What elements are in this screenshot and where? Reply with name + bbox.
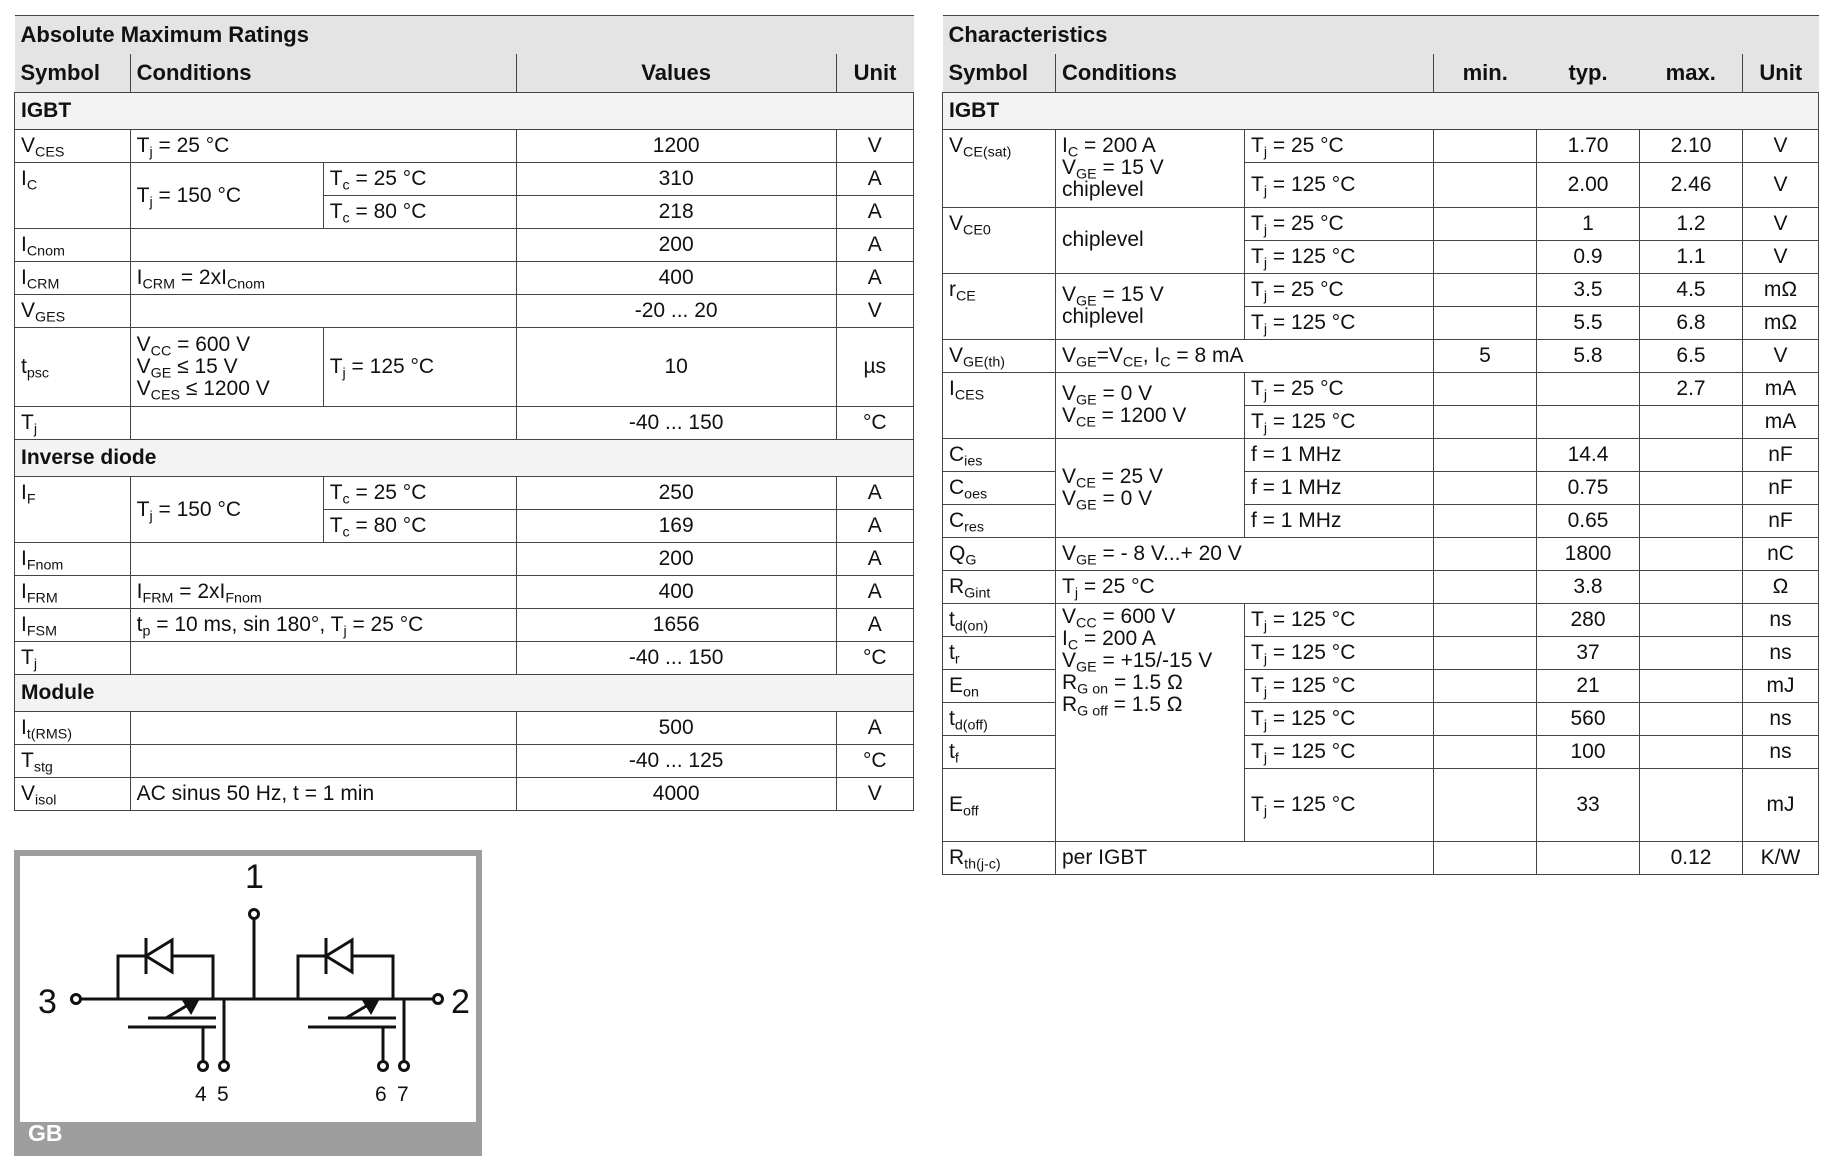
min-cell bbox=[1434, 130, 1537, 163]
table-row bbox=[15, 163, 914, 196]
min-cell bbox=[1434, 702, 1537, 735]
symbol-cell: $C_{oes}$ bbox=[943, 471, 1056, 504]
unit-cell: nF bbox=[1743, 438, 1819, 471]
unit-cell: A bbox=[836, 477, 913, 510]
unit-cell: mA bbox=[1743, 372, 1819, 405]
max-cell bbox=[1640, 537, 1743, 570]
symbol-cell bbox=[943, 163, 1056, 208]
max-cell: 1.1 bbox=[1640, 240, 1743, 273]
section-igbt: IGBT bbox=[15, 93, 914, 130]
col-min: min. bbox=[1434, 54, 1537, 93]
condition-cell: $T_j = 125$ °C bbox=[323, 328, 516, 407]
condition-cell: $V_{GE}=V_{CE}$, $I_C = 8$ mA bbox=[1056, 339, 1434, 372]
unit-cell: °C bbox=[836, 407, 913, 440]
unit-cell: µs bbox=[836, 328, 913, 407]
symbol-cell: $E_{on}$ bbox=[943, 669, 1056, 702]
symbol-cell: $V_{GE(th)}$ bbox=[943, 339, 1056, 372]
typ-cell: 100 bbox=[1537, 735, 1640, 768]
unit-cell: °C bbox=[836, 642, 913, 675]
unit-cell: V bbox=[1743, 163, 1819, 208]
symbol-cell: $C_{ies}$ bbox=[943, 438, 1056, 471]
max-cell bbox=[1640, 471, 1743, 504]
table-row bbox=[15, 477, 914, 510]
table-row bbox=[943, 570, 1819, 603]
pin-label-2: 2 bbox=[451, 983, 470, 1021]
typ-cell: 1 bbox=[1537, 207, 1640, 240]
typ-cell: 1.70 bbox=[1537, 130, 1640, 163]
min-cell bbox=[1434, 240, 1537, 273]
max-cell bbox=[1640, 438, 1743, 471]
symbol-cell: $I_{FSM}$ bbox=[15, 609, 131, 642]
min-cell bbox=[1434, 306, 1537, 339]
typ-cell: 0.65 bbox=[1537, 504, 1640, 537]
condition-cell: $I_C = 200$ A $V_{GE} = 15$ V chiplevel bbox=[1056, 130, 1245, 208]
table-row bbox=[943, 339, 1819, 372]
unit-cell: ns bbox=[1743, 702, 1819, 735]
typ-cell: 0.75 bbox=[1537, 471, 1640, 504]
symbol-cell: $V_{CES}$ bbox=[15, 130, 131, 163]
condition-cell: $T_j = 150$ °C bbox=[130, 163, 323, 229]
typ-cell: 0.9 bbox=[1537, 240, 1640, 273]
condition-cell: f = 1 MHz bbox=[1245, 504, 1434, 537]
table-row bbox=[15, 295, 914, 328]
max-cell: 2.10 bbox=[1640, 130, 1743, 163]
symbol-cell: $t_{d(off)}$ bbox=[943, 702, 1056, 735]
unit-cell: A bbox=[836, 543, 913, 576]
symbol-cell bbox=[943, 240, 1056, 273]
condition-cell bbox=[130, 229, 516, 262]
symbol-cell bbox=[943, 306, 1056, 339]
condition-cell: $T_j = 25$ °C bbox=[1245, 372, 1434, 405]
max-cell bbox=[1640, 504, 1743, 537]
typ-cell: 3.5 bbox=[1537, 273, 1640, 306]
value-cell: 169 bbox=[516, 510, 836, 543]
table-row bbox=[943, 603, 1819, 636]
unit-cell: V bbox=[836, 130, 913, 163]
col-conditions: Conditions bbox=[130, 54, 516, 93]
max-cell: 0.12 bbox=[1640, 841, 1743, 874]
symbol-cell: $V_{CE0}$ bbox=[943, 207, 1056, 240]
min-cell bbox=[1434, 163, 1537, 208]
symbol-cell: $t_r$ bbox=[943, 636, 1056, 669]
condition-cell: $V_{CC} = 600$ V $V_{GE} \le 15$ V $V_{CES} \le 1200$ V bbox=[130, 328, 323, 407]
typ-cell: 37 bbox=[1537, 636, 1640, 669]
symbol-cell: $t_{d(on)}$ bbox=[943, 603, 1056, 636]
value-cell: 218 bbox=[516, 196, 836, 229]
unit-cell: mΩ bbox=[1743, 273, 1819, 306]
min-cell bbox=[1434, 405, 1537, 438]
symbol-cell: $I_C$ bbox=[15, 163, 131, 196]
pin-label-5: 5 bbox=[217, 1083, 229, 1106]
table-row bbox=[943, 372, 1819, 405]
condition-cell: per IGBT bbox=[1056, 841, 1434, 874]
value-cell: 200 bbox=[516, 229, 836, 262]
col-symbol: Symbol bbox=[15, 54, 131, 93]
condition-cell bbox=[130, 642, 516, 675]
table-row bbox=[15, 328, 914, 407]
table-row bbox=[943, 841, 1819, 874]
condition-cell: $T_j = 25$ °C bbox=[1056, 570, 1434, 603]
min-cell bbox=[1434, 438, 1537, 471]
symbol-cell bbox=[943, 405, 1056, 438]
condition-cell: $T_c = 80$ °C bbox=[323, 510, 516, 543]
table-row bbox=[943, 438, 1819, 471]
table-row bbox=[943, 207, 1819, 240]
unit-cell: mA bbox=[1743, 405, 1819, 438]
typ-cell: 5.5 bbox=[1537, 306, 1640, 339]
condition-cell: $T_j = 150$ °C bbox=[130, 477, 323, 543]
left-igbt-module bbox=[118, 938, 229, 1071]
circuit-code-label: GB bbox=[28, 1120, 63, 1146]
max-cell: 2.46 bbox=[1640, 163, 1743, 208]
max-cell: 6.5 bbox=[1640, 339, 1743, 372]
typ-cell: 3.8 bbox=[1537, 570, 1640, 603]
symbol-cell: $I_{Cnom}$ bbox=[15, 229, 131, 262]
typ-cell: 280 bbox=[1537, 603, 1640, 636]
col-max: max. bbox=[1640, 54, 1743, 93]
circuit-panel bbox=[20, 856, 476, 1122]
condition-cell: $T_j = 125$ °C bbox=[1245, 768, 1434, 841]
min-cell bbox=[1434, 372, 1537, 405]
max-cell: 6.8 bbox=[1640, 306, 1743, 339]
unit-cell: V bbox=[1743, 130, 1819, 163]
unit-cell: A bbox=[836, 576, 913, 609]
table-row bbox=[15, 576, 914, 609]
col-typ: typ. bbox=[1537, 54, 1640, 93]
typ-cell bbox=[1537, 841, 1640, 874]
unit-cell: ns bbox=[1743, 735, 1819, 768]
condition-cell: $T_j = 25$ °C bbox=[130, 130, 516, 163]
typ-cell bbox=[1537, 372, 1640, 405]
condition-cell: $I_{CRM} = 2xI_{Cnom}$ bbox=[130, 262, 516, 295]
value-cell: 4000 bbox=[516, 778, 836, 811]
value-cell: -40 ... 150 bbox=[516, 642, 836, 675]
section-igbt: IGBT bbox=[943, 93, 1819, 130]
condition-cell bbox=[130, 745, 516, 778]
symbol-cell bbox=[15, 196, 131, 229]
table-row bbox=[943, 537, 1819, 570]
typ-cell: 5.8 bbox=[1537, 339, 1640, 372]
unit-cell: V bbox=[1743, 339, 1819, 372]
pin-label-1: 1 bbox=[245, 858, 264, 896]
min-cell bbox=[1434, 735, 1537, 768]
symbol-cell: $I_{FRM}$ bbox=[15, 576, 131, 609]
pin-label-3: 3 bbox=[38, 983, 57, 1021]
col-symbol: Symbol bbox=[943, 54, 1056, 93]
max-cell bbox=[1640, 702, 1743, 735]
max-cell: 1.2 bbox=[1640, 207, 1743, 240]
unit-cell: K/W bbox=[1743, 841, 1819, 874]
terminal-3-pin bbox=[72, 995, 81, 1004]
condition-cell: $T_j = 125$ °C bbox=[1245, 306, 1434, 339]
max-cell: 2.7 bbox=[1640, 372, 1743, 405]
symbol-cell: $V_{CE(sat)}$ bbox=[943, 130, 1056, 163]
left-diode-triangle bbox=[146, 940, 172, 972]
table-row bbox=[15, 745, 914, 778]
condition-cell: $T_j = 125$ °C bbox=[1245, 702, 1434, 735]
condition-cell: $T_c = 25$ °C bbox=[323, 163, 516, 196]
value-cell: -40 ... 125 bbox=[516, 745, 836, 778]
condition-cell: f = 1 MHz bbox=[1245, 438, 1434, 471]
symbol-cell: $R_{th(j-c)}$ bbox=[943, 841, 1056, 874]
circuit-diagram bbox=[14, 850, 482, 1156]
terminal-7-pin bbox=[400, 1062, 409, 1071]
unit-cell: V bbox=[836, 778, 913, 811]
terminal-4-pin bbox=[199, 1062, 208, 1071]
table-row bbox=[15, 609, 914, 642]
table-row bbox=[15, 229, 914, 262]
symbol-cell: $I_F$ bbox=[15, 477, 131, 510]
unit-cell: nF bbox=[1743, 471, 1819, 504]
unit-cell: A bbox=[836, 196, 913, 229]
symbol-cell: $I_{t(RMS)}$ bbox=[15, 712, 131, 745]
condition-cell: $T_j = 125$ °C bbox=[1245, 636, 1434, 669]
typ-cell: 2.00 bbox=[1537, 163, 1640, 208]
symbol-cell: $V_{GES}$ bbox=[15, 295, 131, 328]
value-cell: 200 bbox=[516, 543, 836, 576]
typ-cell bbox=[1537, 405, 1640, 438]
condition-cell: $T_j = 25$ °C bbox=[1245, 207, 1434, 240]
unit-cell: nC bbox=[1743, 537, 1819, 570]
unit-cell: A bbox=[836, 510, 913, 543]
unit-cell: A bbox=[836, 262, 913, 295]
symbol-cell: $I_{CRM}$ bbox=[15, 262, 131, 295]
symbol-cell: $V_{isol}$ bbox=[15, 778, 131, 811]
condition-cell: $T_j = 125$ °C bbox=[1245, 735, 1434, 768]
symbol-cell: $C_{res}$ bbox=[943, 504, 1056, 537]
value-cell: 1200 bbox=[516, 130, 836, 163]
max-cell bbox=[1640, 603, 1743, 636]
pin-label-7: 7 bbox=[397, 1083, 409, 1106]
max-cell bbox=[1640, 768, 1743, 841]
value-cell: 310 bbox=[516, 163, 836, 196]
min-cell: 5 bbox=[1434, 339, 1537, 372]
condition-cell: $t_p = 10$ ms, sin 180°, $T_j = 25$ °C bbox=[130, 609, 516, 642]
section-module: Module bbox=[15, 675, 914, 712]
table-row bbox=[15, 262, 914, 295]
condition-cell: $V_{CC} = 600$ V $I_C = 200$ A $V_{GE} = +15/-15$ V $R_{G on} = 1.5$ Ω $R_{G off} = 1.5$ Ω bbox=[1056, 603, 1245, 841]
max-cell: 4.5 bbox=[1640, 273, 1743, 306]
condition-cell: $T_j = 125$ °C bbox=[1245, 240, 1434, 273]
unit-cell: V bbox=[836, 295, 913, 328]
value-cell: 400 bbox=[516, 576, 836, 609]
col-values: Values bbox=[516, 54, 836, 93]
typ-cell: 21 bbox=[1537, 669, 1640, 702]
pin-label-4: 4 bbox=[195, 1083, 207, 1106]
unit-cell: ns bbox=[1743, 636, 1819, 669]
symbol-cell: $I_{Fnom}$ bbox=[15, 543, 131, 576]
condition-cell: $V_{GE} = 0$ V $V_{CE} = 1200$ V bbox=[1056, 372, 1245, 438]
left-emitter-arrow bbox=[183, 999, 198, 1012]
terminal-2-pin bbox=[434, 995, 443, 1004]
table-title: Characteristics bbox=[943, 16, 1819, 55]
min-cell bbox=[1434, 273, 1537, 306]
value-cell: 1656 bbox=[516, 609, 836, 642]
condition-cell: $T_j = 125$ °C bbox=[1245, 163, 1434, 208]
condition-cell: $V_{GE} = 15$ V chiplevel bbox=[1056, 273, 1245, 339]
symbol-cell: $E_{off}$ bbox=[943, 768, 1056, 841]
value-cell: 10 bbox=[516, 328, 836, 407]
min-cell bbox=[1434, 636, 1537, 669]
condition-cell bbox=[130, 407, 516, 440]
condition-cell: f = 1 MHz bbox=[1245, 471, 1434, 504]
characteristics-table bbox=[942, 15, 1819, 875]
condition-cell: $T_j = 25$ °C bbox=[1245, 130, 1434, 163]
max-cell bbox=[1640, 735, 1743, 768]
condition-cell: $T_c = 80$ °C bbox=[323, 196, 516, 229]
table-row bbox=[15, 642, 914, 675]
min-cell bbox=[1434, 570, 1537, 603]
condition-cell: $V_{GE}$ = - 8 V...+ 20 V bbox=[1056, 537, 1434, 570]
symbol-cell: $r_{CE}$ bbox=[943, 273, 1056, 306]
value-cell: 400 bbox=[516, 262, 836, 295]
condition-cell: AC sinus 50 Hz, t = 1 min bbox=[130, 778, 516, 811]
table-row bbox=[15, 778, 914, 811]
condition-cell: $I_{FRM} = 2xI_{Fnom}$ bbox=[130, 576, 516, 609]
min-cell bbox=[1434, 471, 1537, 504]
symbol-cell: $R_{Gint}$ bbox=[943, 570, 1056, 603]
table-row bbox=[15, 712, 914, 745]
min-cell bbox=[1434, 841, 1537, 874]
unit-cell: nF bbox=[1743, 504, 1819, 537]
value-cell: 500 bbox=[516, 712, 836, 745]
terminal-1-pin bbox=[250, 910, 259, 919]
unit-cell: °C bbox=[836, 745, 913, 778]
pin-label-6: 6 bbox=[375, 1083, 387, 1106]
condition-cell: chiplevel bbox=[1056, 207, 1245, 273]
condition-cell bbox=[130, 712, 516, 745]
condition-cell: $T_j = 25$ °C bbox=[1245, 273, 1434, 306]
col-unit: Unit bbox=[1743, 54, 1819, 93]
unit-cell: A bbox=[836, 229, 913, 262]
symbol-cell: $t_f$ bbox=[943, 735, 1056, 768]
condition-cell: $T_c = 25$ °C bbox=[323, 477, 516, 510]
table-row bbox=[943, 130, 1819, 163]
symbol-cell bbox=[15, 510, 131, 543]
table-row bbox=[15, 543, 914, 576]
unit-cell: V bbox=[1743, 240, 1819, 273]
condition-cell bbox=[130, 295, 516, 328]
max-cell bbox=[1640, 570, 1743, 603]
table-title: Absolute Maximum Ratings bbox=[15, 16, 914, 55]
min-cell bbox=[1434, 768, 1537, 841]
condition-cell: $V_{CE} = 25$ V $V_{GE} = 0$ V bbox=[1056, 438, 1245, 537]
unit-cell: A bbox=[836, 609, 913, 642]
right-diode-triangle bbox=[326, 940, 352, 972]
symbol-cell: $I_{CES}$ bbox=[943, 372, 1056, 405]
col-unit: Unit bbox=[836, 54, 913, 93]
symbol-cell: $T_{stg}$ bbox=[15, 745, 131, 778]
unit-cell: Ω bbox=[1743, 570, 1819, 603]
table-row bbox=[943, 273, 1819, 306]
max-cell bbox=[1640, 669, 1743, 702]
symbol-cell: $t_{psc}$ bbox=[15, 328, 131, 407]
terminal-6-pin bbox=[379, 1062, 388, 1071]
section-inverse-diode: Inverse diode bbox=[15, 440, 914, 477]
unit-cell: A bbox=[836, 712, 913, 745]
unit-cell: mJ bbox=[1743, 669, 1819, 702]
col-conditions: Conditions bbox=[1056, 54, 1434, 93]
min-cell bbox=[1434, 207, 1537, 240]
right-igbt-module bbox=[298, 938, 409, 1071]
table-row bbox=[15, 130, 914, 163]
min-cell bbox=[1434, 537, 1537, 570]
condition-cell: $T_j = 125$ °C bbox=[1245, 603, 1434, 636]
terminal-5-pin bbox=[220, 1062, 229, 1071]
unit-cell: A bbox=[836, 163, 913, 196]
typ-cell: 33 bbox=[1537, 768, 1640, 841]
unit-cell: V bbox=[1743, 207, 1819, 240]
value-cell: 250 bbox=[516, 477, 836, 510]
min-cell bbox=[1434, 504, 1537, 537]
absolute-maximum-ratings-table bbox=[14, 15, 914, 811]
symbol-cell: $T_j$ bbox=[15, 407, 131, 440]
unit-cell: ns bbox=[1743, 603, 1819, 636]
unit-cell: mJ bbox=[1743, 768, 1819, 841]
table-row bbox=[15, 407, 914, 440]
min-cell bbox=[1434, 603, 1537, 636]
unit-cell: mΩ bbox=[1743, 306, 1819, 339]
max-cell bbox=[1640, 405, 1743, 438]
max-cell bbox=[1640, 636, 1743, 669]
symbol-cell: $T_j$ bbox=[15, 642, 131, 675]
typ-cell: 14.4 bbox=[1537, 438, 1640, 471]
typ-cell: 560 bbox=[1537, 702, 1640, 735]
right-emitter-arrow bbox=[363, 999, 378, 1012]
min-cell bbox=[1434, 669, 1537, 702]
condition-cell: $T_j = 125$ °C bbox=[1245, 669, 1434, 702]
symbol-cell: $Q_G$ bbox=[943, 537, 1056, 570]
value-cell: -20 ... 20 bbox=[516, 295, 836, 328]
igbt-half-bridge-schematic bbox=[20, 856, 476, 1122]
typ-cell: 1800 bbox=[1537, 537, 1640, 570]
condition-cell: $T_j = 125$ °C bbox=[1245, 405, 1434, 438]
value-cell: -40 ... 150 bbox=[516, 407, 836, 440]
condition-cell bbox=[130, 543, 516, 576]
